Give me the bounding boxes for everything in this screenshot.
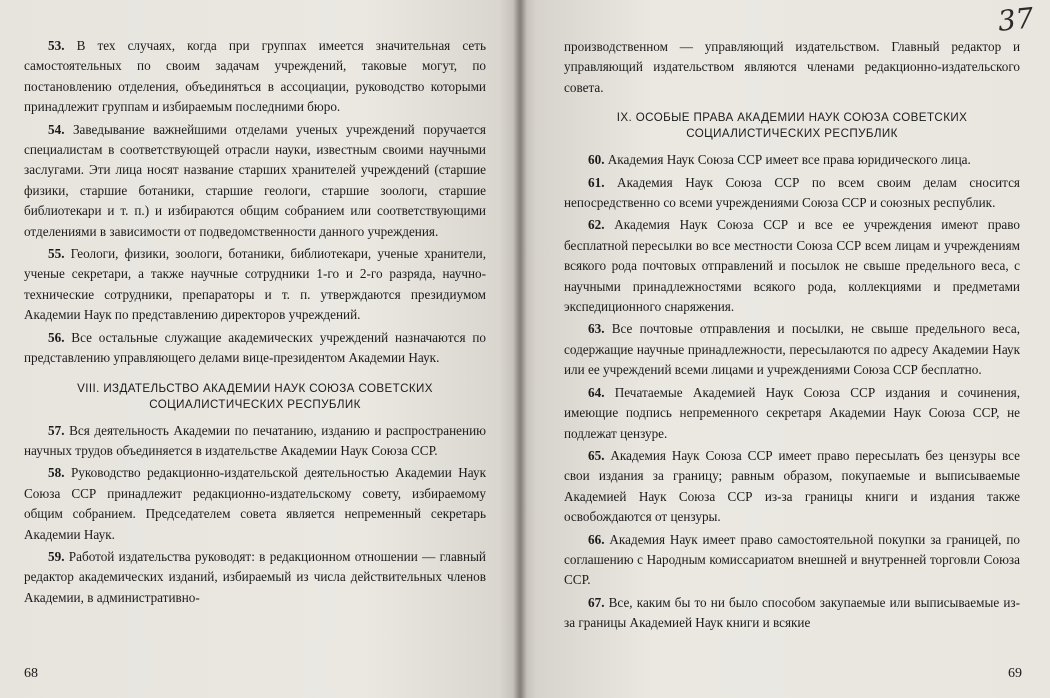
paragraph-number: 66. [588,531,605,547]
book-gutter [513,0,527,698]
handwritten-folio-mark: 37 [996,1,1036,38]
paragraph-59 [24,547,486,608]
paragraph-57 [24,421,486,462]
paragraph-text: Вся деятельность Академии по печатанию, изданию и распространению научных трудов объединяется в издательстве Академии Наук Союза ССР. [24,422,486,458]
paragraph-number: 57. [48,422,65,438]
paragraph-text: Все почтовые отправления и посылки, не свыше предельного веса, содержащие научные принадлежности, пересылаются по адресу Академии Наук или ее учреждений всеми лицами и учреждениями Союза ССР бесплатно. [564,321,1020,378]
paragraph-number: 62. [588,217,605,233]
paragraph-number: 61. [588,174,605,190]
right-page-text [564,37,1020,636]
paragraph-number: 53. [48,38,65,53]
paragraph-text: Академия Наук Союза ССР по всем своим делам сносится непосредственно со всеми учреждениями Союза ССР и союзных республик. [564,174,1020,211]
paragraph-64 [564,383,1020,444]
paragraph-60 [564,150,1020,170]
paragraph-text: В тех случаях, когда при группах имеется значительная сеть самостоятельных по своим задачам учреждений, таковые могут, по постановлению отделения, объединяться в ассоциации, руководство которыми принадлежит группам и избираемым последними бюро. [24,38,486,115]
paragraph-text: Руководство редакционно-издательской деятельностью Академии Наук Союза ССР принадлежит редакционно-издательскому совету, избираемому общим собранием. Председателем совета является непременный секретарь Академии Наук. [24,465,486,542]
paragraph-text: Все остальные служащие академических учреждений назначаются по представлению управляющего делами вице-президентом Академии Наук. [24,329,486,366]
paragraph-number: 65. [588,447,605,463]
paragraph-number: 58. [48,465,65,481]
paragraph-55 [24,244,486,326]
paragraph-text: Заведывание важнейшими отделами ученых учреждений поручается специалистам в соответствующей отрасли науки, известным своими научными заслугами. Эти лица носят название старших хранителей учреждений (старшие физики, старшие ботаники, старшие геологи, старшие зоологи, старшие библиотекари и т. п.) и избираются общим собранием или соответствующими отделениями в зависимости от подведомственности данного учреждения. [24,121,486,239]
paragraph-number: 59. [48,548,65,564]
paragraph-62 [564,215,1020,317]
left-page [0,0,520,698]
paragraph-text: Академия Наук Союза ССР и все ее учреждения имеют право бесплатной пересылки во все местности Союза ССР всем лицам и учреждениям всякого рода почтовых отправлений и посылок не свыше предельного веса, с научными принадлежностями всякого рода, коллекциями и предметами экспедиционного снаряжения. [564,217,1020,315]
paragraph-text: Академия Наук Союза ССР имеет все права юридического лица. [604,152,971,168]
paragraph-text: Геологи, физики, зоологи, ботаники, библиотекари, ученые хранители, ученые секретари, а также научные сотрудники 1-го и 2-го разряда, научно-технические сотрудники, препараторы и т. п. утверждаются президиумом Академии Наук по представлению директоров учреждений. [24,246,486,323]
paragraph-text: Работой издательства руководят: в редакционном отношении — главный редактор академических изданий, избираемый из числа действительных членов Академии, в административно- [24,548,486,605]
paragraph-66 [564,530,1020,591]
page-number-left: 68 [24,665,38,681]
page-number-right: 69 [1008,665,1022,681]
paragraph-63 [564,319,1020,380]
left-page-text [24,36,486,610]
paragraph-text: Академия Наук имеет право самостоятельной покупки за границей, по соглашению с Народным комиссариатом внешней и внутренней торговли Союза ССР. [564,531,1020,588]
paragraph-text: Печатаемые Академией Наук Союза ССР издания и сочинения, имеющие подпись непременного секретаря Академии Наук Союза ССР, не подлежат цензуре. [564,384,1020,441]
paragraph-number: 55. [48,246,65,262]
paragraph-53 [24,36,486,118]
paragraph-56 [24,328,486,369]
paragraph-54 [24,120,486,242]
paragraph-58 [24,463,486,545]
paragraph-61 [564,173,1020,214]
section-heading-ix: IX. ОСОБЫЕ ПРАВА АКАДЕМИИ НАУК СОЮЗА СОВЕТСКИХ СОЦИАЛИСТИЧЕСКИХ РЕСПУБЛИК [616,111,968,141]
paragraph-number: 67. [588,594,605,610]
paragraph-text: Академия Наук Союза ССР имеет право пересылать без цензуры все свои издания за границу; равным образом, покупаемые и выписываемые Академией Наук Союза ССР из-за границы книги и издания также освобождаются от цензуры. [564,447,1020,525]
paragraph-number: 54. [48,121,65,137]
paragraph-59-continuation: производственном — управляющий издательством. Главный редактор и управляющий издательством являются членами редакционно-издательского совета. [564,39,1020,95]
paragraph-67 [564,593,1020,634]
paragraph-text: Все, каким бы то ни было способом закупаемые или выписываемые из-за границы Академией Наук книги и всякие [564,594,1020,631]
right-page [520,0,1050,698]
paragraph-number: 60. [588,152,605,168]
paragraph-number: 63. [588,321,605,337]
paragraph-number: 56. [48,329,65,345]
paragraph-65 [564,446,1020,528]
section-heading-viii: VIII. ИЗДАТЕЛЬСТВО АКАДЕМИИ НАУК СОЮЗА СОВЕТСКИХ СОЦИАЛИСТИЧЕСКИХ РЕСПУБЛИК [77,381,433,411]
paragraph-number: 64. [588,384,605,400]
